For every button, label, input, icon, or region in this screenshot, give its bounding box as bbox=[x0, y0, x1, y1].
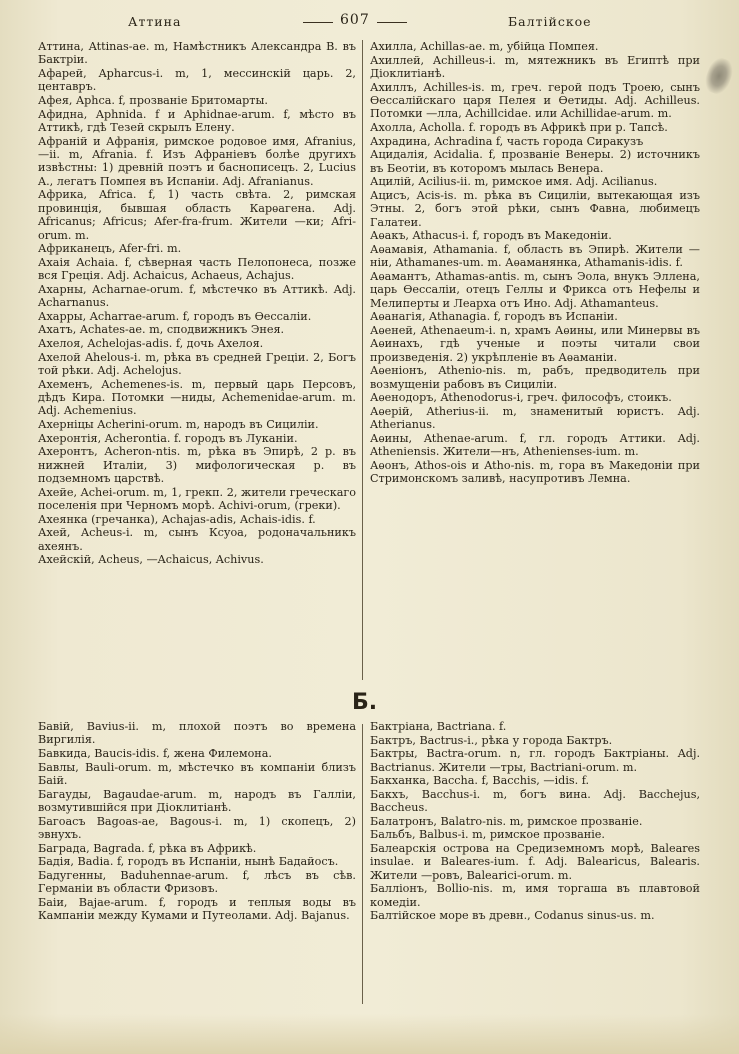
dictionary-entry: Ахрадина, Achradina f, часть города Сиракузъ bbox=[370, 134, 644, 148]
upper-left-column bbox=[38, 40, 356, 567]
header-rule-left bbox=[303, 22, 333, 23]
dictionary-entry: Аѳонъ, Athos-ois и Atho-nis. m, гора въ Македоніи при Стримонскомъ заливѣ, насупротивъ Лемна. bbox=[370, 458, 700, 486]
running-header bbox=[0, 12, 739, 34]
dictionary-entry: Баллiонъ, Bollio-nis. m, имя торгаша въ плавтовой комедіи. bbox=[370, 882, 700, 909]
dictionary-entry: Ахарры, Acharrae-arum. f, городъ въ Өессаліи. bbox=[38, 309, 312, 323]
dictionary-entry: Балатронъ, Balatro-nis. m, римское прозваніе. bbox=[370, 814, 643, 828]
dictionary-entry: Ахейе, Achei-orum. m, 1, грекп. 2, жители греческаго поселенія при Черномъ морѣ. Achivi-orum, (греки). bbox=[38, 485, 356, 512]
dictionary-entry: Бавкида, Baucis-idis. f, жена Филемона. bbox=[38, 747, 272, 760]
dictionary-entry: Афея, Aphca. f, прозваніе Бритомарты. bbox=[38, 94, 268, 107]
dictionary-entry: Ахарны, Acharnae-orum. f, мѣстечко въ Аттикѣ. Adj. Acharnanus. bbox=[38, 282, 356, 310]
dictionary-entry: Ацидалія, Acidalia. f, прозваніе Венеры. 2) источникъ въ Беотіи, въ которомъ мылась Венера. bbox=[370, 148, 700, 175]
dictionary-entry: Ахилла, Achillas-ae. m, убійца Помпея. bbox=[370, 40, 599, 53]
dictionary-entry: Аѳерій, Atherius-ii. m, знаменитый юристъ. Adj. Atherianus. bbox=[370, 404, 700, 432]
dictionary-entry: Аѳанагія, Athanagia. f, городъ въ Испаніи. bbox=[370, 310, 618, 324]
paper-stain bbox=[702, 55, 737, 97]
header-right-word: Балтійское bbox=[508, 14, 592, 29]
dictionary-entry: Ахейскій, Acheus, —Achaicus, Achivus. bbox=[38, 553, 264, 567]
section-letter: Б. bbox=[352, 690, 378, 715]
dictionary-entry: Афарей, Apharcus-i. m, 1, мессинскій царь. 2, центавръ. bbox=[38, 67, 356, 94]
dictionary-entry: Ахиллъ, Achilles-is. m, греч. герой подъ Троею, сынъ Өессалійскаго царя Пелея и Өетиды. Adj. Achilleus. Потомки —лла, Achillcidae. или Achillidae-arum. m. bbox=[370, 80, 700, 121]
dictionary-entry: Афидна, Aphnida. f и Aphidnae-arum. f, мѣсто въ Аттикѣ, гдѣ Тезей скрылъ Елену. bbox=[38, 107, 356, 134]
dictionary-entry: Афраній и Афранія, римское родовое имя, Afranius, —ii. m, Afrania. f. Изъ Афраніевъ болѣе другихъ извѣстны: 1) древній поэтъ и баснописецъ. 2, Lucius A., легатъ Помпея въ Испаніи. Adj. Afranianus. bbox=[38, 134, 356, 188]
dictionary-entry: Ахеянка (гречанка), Achajas-adis, Achais-idis. f. bbox=[38, 512, 316, 526]
dictionary-entry: Ахелоя, Achelojas-adis. f, дочь Ахелоя. bbox=[38, 337, 264, 350]
dictionary-entry: Бактріана, Bactriana. f. bbox=[370, 720, 507, 733]
dictionary-entry: Ахеменъ, Achemenes-is. m, первый царь Персовъ, дѣдъ Кира. Потомки —ниды, Achemenidae-arum. m. Adj. Achemenius. bbox=[38, 377, 356, 418]
column-separator-lower bbox=[362, 724, 363, 1004]
dictionary-entry: Багауды, Bagaudae-arum. m, народъ въ Галліи, возмутившійся при Діоклитіанѣ. bbox=[38, 787, 356, 814]
dictionary-entry: Ацисъ, Acis-is. m. рѣка въ Сициліи, вытекающая изъ Этны. 2, богъ этой рѣки, сынъ Фавна, любимецъ Галатеи. bbox=[370, 188, 700, 229]
dictionary-entry: Ахерніцы Acherini-orum. m, народъ въ Сициліи. bbox=[38, 418, 319, 431]
dictionary-entry: Ахелой Ahelous-i. m, рѣка въ средней Греціи. 2, Богъ той рѣки. Adj. Achelojus. bbox=[38, 350, 356, 377]
dictionary-entry: Аттина, Attinas-ae. m, Намѣстникъ Александра В. въ Бактріи. bbox=[38, 40, 356, 67]
dictionary-entry: Ахатъ, Achates-ae. m, сподвижникъ Энея. bbox=[38, 323, 285, 337]
dictionary-entry: Баграда, Bagrada. f, рѣка въ Африкѣ. bbox=[38, 841, 257, 855]
upper-right-column bbox=[370, 40, 700, 486]
dictionary-entry: Ахеронтъ, Acheron-ntis. m, рѣка въ Эпирѣ, 2 р. въ нижней Италіи, 3) мифологическая р. въ подземномъ царствѣ. bbox=[38, 445, 356, 485]
header-left-word: Аттина bbox=[128, 14, 182, 29]
dictionary-entry: Бавлы, Bauli-orum. m, мѣстечко въ компаніи близъ Баій. bbox=[38, 760, 356, 787]
dictionary-entry: Бальбъ, Balbus-i. m, римское прозваніе. bbox=[370, 828, 605, 842]
dictionary-entry: Аѳамавія, Athamania. f, область въ Эпирѣ. Жители —ніи, Athamanes-um. m. Аѳаманянка, Athamanis-idis. f. bbox=[370, 242, 700, 270]
dictionary-entry: Аѳеней, Athenaeum-i. n, храмъ Аѳины, или Минервы въ Аѳинахъ, гдѣ ученые и поэты читали свои произведенія. 2) укрѣпленіе въ Аѳаманіи. bbox=[370, 323, 700, 364]
header-rule-right bbox=[377, 22, 407, 23]
dictionary-entry: Африканецъ, Afer-fri. m. bbox=[38, 242, 182, 256]
lower-left-column bbox=[38, 720, 356, 923]
page-edge-shading bbox=[0, 1014, 739, 1054]
dictionary-entry: Аѳенодоръ, Athenodorus-i, греч. философъ, стоикъ. bbox=[370, 391, 672, 405]
dictionary-entry: Бадія, Badia. f, городъ въ Испаніи, нынѣ Бадайосъ. bbox=[38, 855, 339, 869]
page-number: 607 bbox=[340, 12, 370, 28]
dictionary-entry: Ахолла, Acholla. f. городъ въ Африкѣ при р. Тапсѣ. bbox=[370, 121, 668, 134]
dictionary-entry: Ацилій, Acilius-ii. m, римское имя. Adj. Acilianus. bbox=[370, 175, 658, 189]
dictionary-entry: Ахиллей, Achilleus-i. m, мятежникъ въ Египтѣ при Діоклитіанѣ. bbox=[370, 53, 700, 80]
dictionary-entry: Аѳамантъ, Athamas-antis. m, сынъ Эола, внукъ Эллена, царь Өессаліи, отецъ Геллы и Фрикса отъ Нефелы и Мелиперты и Леарха отъ Ино. Adj. Athamanteus. bbox=[370, 269, 700, 310]
dictionary-entry: Бакханка, Baccha. f, Bacchis, —idis. f. bbox=[370, 774, 590, 788]
dictionary-entry: Бактръ, Bactrus-i., рѣка у города Бактръ. bbox=[370, 733, 613, 747]
lower-right-column bbox=[370, 720, 700, 923]
dictionary-entry: Ахеронтія, Acherontia. f. городъ въ Луканіи. bbox=[38, 431, 298, 445]
column-separator-upper bbox=[362, 40, 363, 680]
dictionary-entry: Балтійское море въ древн., Codanus sinus-us. m. bbox=[370, 909, 655, 923]
dictionary-entry: Аѳины, Athenae-arum. f, гл. городъ Аттики. Adj. Atheniensis. Жители—нъ, Athenienses-ium. m. bbox=[370, 431, 700, 459]
dictionary-entry: Бадугенны, Baduhennae-arum. f, лѣсъ въ сѣв. Германіи въ области Фризовъ. bbox=[38, 868, 356, 896]
dictionary-entry: Багоасъ Bagoas-ae, Bagous-i. m, 1) скопецъ, 2) эвнухъ. bbox=[38, 814, 356, 841]
dictionary-entry: Балеарскія острова на Средиземномъ морѣ, Baleares insulae. и Baleares-ium. f. Adj. Balearicus, Balearis. Жители —ровъ, Balearici-orum. m. bbox=[370, 841, 700, 882]
dictionary-entry: Ахаія Achaia. f, сѣверная часть Пелопонеса, позже вся Греція. Adj. Achaicus, Achaeus, Achajus. bbox=[38, 255, 356, 283]
dictionary-entry: Бактры, Bactra-orum. n, гл. городъ Бактріаны. Adj. Bactrianus. Жители —тры, Bactriani-orum. m. bbox=[370, 747, 700, 774]
dictionary-entry: Аѳакъ, Athacus-i. f, городъ въ Македоніи. bbox=[370, 229, 612, 243]
dictionary-entry: Баіи, Bajae-arum. f, городъ и теплыя воды въ Кампаніи между Кумами и Путеолами. Adj. Bajanus. bbox=[38, 895, 356, 923]
dictionary-entry: Африка, Africa. f, 1) часть свѣта. 2, римская провинція, бывшая область Карѳагена. Adj. Africanus; Africus; Afer-fra-frum. Жители —ки; Afri-orum. m. bbox=[38, 188, 356, 242]
dictionary-entry: Бакхъ, Bacchus-i. m, богъ вина. Adj. Bacchejus, Baccheus. bbox=[370, 787, 700, 815]
dictionary-entry: Аѳеніонъ, Athenio-nis. m, рабъ, предводитель при возмущеніи рабовъ въ Сициліи. bbox=[370, 364, 700, 391]
dictionary-entry: Ахей, Acheus-i. m, сынъ Ксуоа, родоначальникъ ахеянъ. bbox=[38, 526, 356, 553]
dictionary-entry: Бавій, Bavius-ii. m, плохой поэтъ во времена Виргилія. bbox=[38, 720, 356, 747]
